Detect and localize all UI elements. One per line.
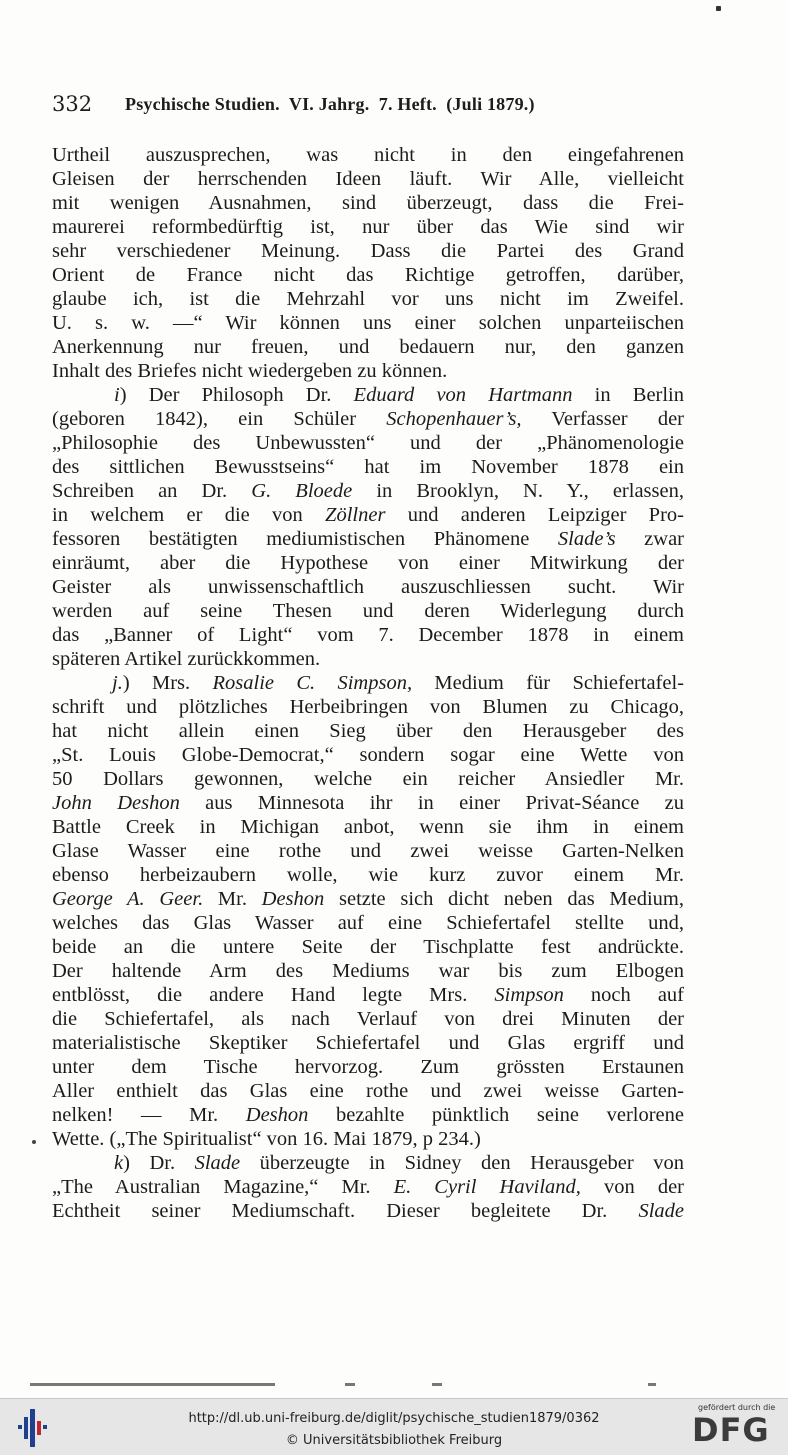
- paragraph-i-line: i) Der Philosoph Dr. Eduard von Hartmann in Berlin: [114, 384, 684, 406]
- person-name: Simpson: [494, 984, 564, 1006]
- paragraph-i-line: des sittlichen Bewusstseins“ hat im November 1878 ein: [52, 456, 684, 478]
- paragraph-j-line: hat nicht allein einen Sieg über den Herausgeber des: [52, 720, 684, 742]
- paragraph-j-line: j.) Mrs. Rosalie C. Simpson, Medium für Schiefertafel-: [112, 672, 684, 694]
- text-line: glaube ich, ist die Mehrzahl vor uns nicht im Zweifel.: [52, 288, 684, 310]
- paragraph-j-line: ebenso herbeizaubern wolle, wie kurz zuvor einem Mr.: [52, 864, 684, 886]
- person-name: Rosalie C. Simpson,: [212, 672, 413, 694]
- paragraph-j-line: Glase Wasser eine rothe und zwei weisse Garten-Nelken: [52, 840, 684, 862]
- paragraph-i-line: (geboren 1842), ein Schüler Schopenhauer’s, Verfasser der: [52, 408, 684, 430]
- paragraph-j-line: entblösst, die andere Hand legte Mrs. Simpson noch auf: [52, 984, 684, 1006]
- text-line: U. s. w. —“ Wir können uns einer solchen unparteiischen: [52, 312, 684, 334]
- scan-artifact: [432, 1383, 442, 1386]
- paragraph-j-line: schrift und plötzliches Herbeibringen von Blumen zu Chicago,: [52, 696, 684, 718]
- scan-artifact: [345, 1383, 355, 1386]
- paragraph-k-line: k) Dr. Slade überzeugte in Sidney den Herausgeber von: [114, 1152, 684, 1174]
- scan-artifact: [648, 1383, 656, 1386]
- page-url[interactable]: http://dl.ub.uni-freiburg.de/diglit/psychische_studien1879/0362: [188, 1411, 600, 1426]
- paragraph-j-line: Wette. („The Spiritualist“ von 16. Mai 1879, p 234.): [52, 1128, 481, 1150]
- scan-speck: [716, 6, 721, 11]
- paragraph-i-line: werden auf seine Thesen und deren Widerlegung durch: [52, 600, 684, 622]
- paragraph-i-line: das „Banner of Light“ vom 7. December 1878 in einem: [52, 624, 684, 646]
- paragraph-k-line: „The Australian Magazine,“ Mr. E. Cyril Haviland, von der: [52, 1176, 684, 1198]
- paragraph-j-line: nelken! — Mr. Deshon bezahlte pünktlich seine verlorene: [52, 1104, 684, 1126]
- paragraph-j-line: Der haltende Arm des Mediums war bis zum Elbogen: [52, 960, 684, 982]
- paragraph-j-line: welches das Glas Wasser auf eine Schiefertafel stellte und,: [52, 912, 684, 934]
- text-line: Urtheil auszusprechen, was nicht in den eingefahrenen: [52, 144, 684, 166]
- copyright-notice: © Universitätsbibliothek Freiburg: [285, 1433, 503, 1448]
- scan-artifact: [30, 1383, 275, 1386]
- paragraph-i-line: einräumt, aber die Hypothese von einer Mitwirkung der: [52, 552, 684, 574]
- paragraph-i-line: späteren Artikel zurückkommen.: [52, 648, 321, 670]
- person-name: George A. Geer.: [52, 888, 204, 910]
- paragraph-i-line: fessoren bestätigten mediumistischen Phänomene Slade’s zwar: [52, 528, 684, 550]
- person-name: Slade: [194, 1152, 241, 1174]
- paragraph-j-line: materialistische Skeptiker Schiefertafel und Glas ergriff und: [52, 1032, 684, 1054]
- paragraph-j-line: unter dem Tische hervorzog. Zum grössten Erstaunen: [52, 1056, 684, 1078]
- person-name: Slade’s: [557, 528, 616, 550]
- person-name: Deshon: [245, 1104, 309, 1126]
- person-name: John Deshon: [52, 792, 180, 814]
- dfg-logo: [690, 1403, 782, 1451]
- person-name: Deshon: [261, 888, 325, 910]
- page-header: [52, 92, 687, 120]
- person-name: G. Bloede: [251, 480, 353, 502]
- paragraph-j-line: die Schiefertafel, als nach Verlauf von drei Minuten der: [52, 1008, 684, 1030]
- text-line: Anerkennung nur freuen, und bedauern nur, den ganzen: [52, 336, 684, 358]
- person-name: Eduard von Hartmann: [353, 384, 573, 406]
- running-title: Psychische Studien. VI. Jahrg. 7. Heft. (Juli 1879.): [125, 94, 535, 114]
- text-line: Gleisen der herrschenden Ideen läuft. Wir Alle, vielleicht: [52, 168, 684, 190]
- body-text: [52, 143, 684, 1223]
- viewer-footer: [0, 1398, 788, 1455]
- paragraph-i-line: „Philosophie des Unbewussten“ und der „Phänomenologie: [52, 432, 684, 454]
- paragraph-j-line: John Deshon aus Minnesota ihr in einer Privat-Séance zu: [52, 792, 684, 814]
- sponsor-label: gefördert durch die: [698, 1403, 776, 1412]
- text-line: sehr verschiedener Meinung. Dass die Partei des Grand: [52, 240, 684, 262]
- person-name: Slade: [638, 1200, 684, 1222]
- text-line: Orient de France nicht das Richtige getroffen, darüber,: [52, 264, 684, 286]
- dfg-logo-text: DFG: [692, 1411, 770, 1449]
- paragraph-j-line: beide an die untere Seite der Tischplatte fest andrückte.: [52, 936, 684, 958]
- text-line: Inhalt des Briefes nicht wiedergeben zu können.: [52, 360, 448, 382]
- paragraph-j-line: Battle Creek in Michigan anbot, wenn sie ihm in einem: [52, 816, 684, 838]
- text-line: maurerei reformbedürftig ist, nur über das Wie sind wir: [52, 216, 684, 238]
- paragraph-j-line: 50 Dollars gewonnen, welche ein reicher Ansiedler Mr.: [52, 768, 684, 790]
- scan-speck: [32, 1140, 36, 1144]
- paragraph-i-line: Geister als unwissenschaftlich auszuschliessen sucht. Wir: [52, 576, 684, 598]
- paragraph-j-line: „St. Louis Globe-Democrat,“ sondern sogar eine Wette von: [52, 744, 684, 766]
- item-marker: j.: [112, 672, 123, 694]
- item-marker: i: [114, 384, 120, 406]
- text-line: mit wenigen Ausnahmen, sind überzeugt, dass die Frei-: [52, 192, 684, 214]
- page-number: 332: [52, 92, 93, 116]
- person-name: Zöllner: [325, 504, 386, 526]
- person-name: E. Cyril Haviland,: [393, 1176, 581, 1198]
- person-name: Schopenhauer’s,: [386, 408, 522, 430]
- paragraph-k-line: Echtheit seiner Mediumschaft. Dieser begleitete Dr. Slade: [52, 1200, 684, 1222]
- paragraph-i-line: Schreiben an Dr. G. Bloede in Brooklyn, N. Y., erlassen,: [52, 480, 684, 502]
- paragraph-j-line: Aller enthielt das Glas eine rothe und zwei weisse Garten-: [52, 1080, 684, 1102]
- paragraph-i-line: in welchem er die von Zöllner und anderen Leipziger Pro-: [52, 504, 684, 526]
- paragraph-j-line: George A. Geer. Mr. Deshon setzte sich dicht neben das Medium,: [52, 888, 684, 910]
- item-marker: k: [114, 1152, 124, 1174]
